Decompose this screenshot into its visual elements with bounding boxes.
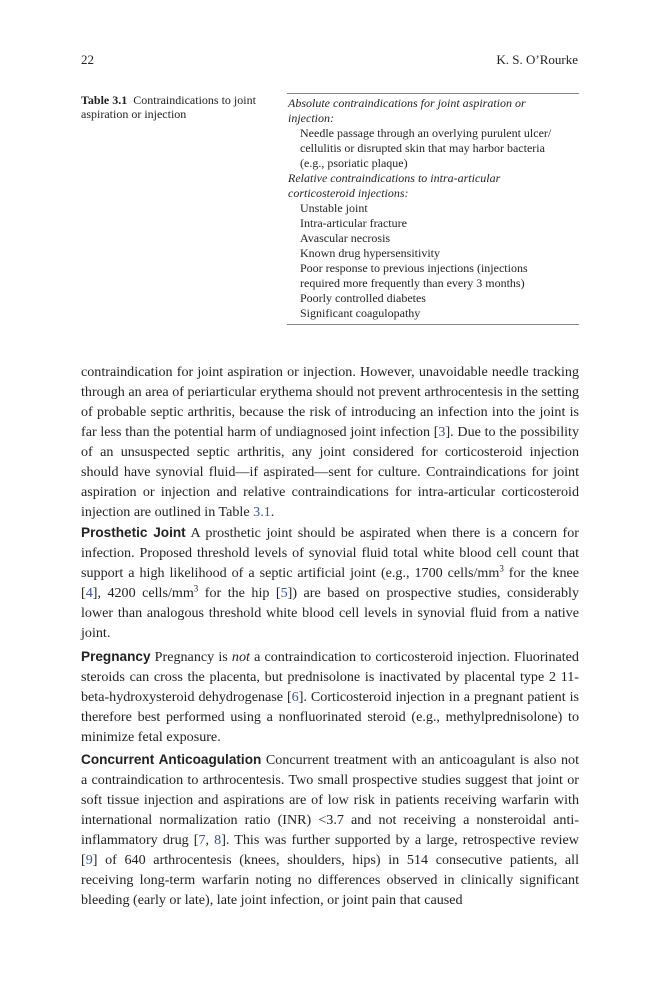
citation-link[interactable]: 7 bbox=[198, 832, 206, 848]
table-section bbox=[287, 96, 579, 171]
table-item: Avascular necrosis bbox=[300, 231, 391, 245]
section-heading: Relative contraindications to intra-articular corticosteroid injections: bbox=[288, 171, 501, 200]
table-item: Poorly controlled diabetes bbox=[300, 291, 426, 305]
table-label: Table 3.1 bbox=[81, 93, 128, 107]
body-paragraph-prosthetic-joint: Prosthetic Joint A prosthetic joint should be aspirated when there is a concern for infection. Proposed threshold levels of synovial fluid total white blood cell count that support a high likelihood of a septic artificial joint (e.g., 1700 cells/$mm^3$ for the knee [4], 4200 cells/$mm^3$ for the hip [5]) are based on prospective studies, considerably lower than analogous threshold white blood cell levels in synovial fluid from a native joint. bbox=[81, 525, 580, 641]
table-link[interactable]: 3.1 bbox=[253, 504, 271, 520]
paragraph-heading: Concurrent Anticoagulation bbox=[81, 752, 262, 767]
table-item: Needle passage through an overlying purulent ulcer/ cellulitis or disrupted skin that may harbor bacteria (e.g., psoriatic plaque) bbox=[300, 126, 552, 170]
page-number: 22 bbox=[81, 52, 94, 67]
page-header bbox=[81, 52, 578, 68]
body-paragraph-1: contraindication for joint aspiration or injection. However, unavoidable needle tracking through an area of periarticular erythema should not prevent arthrocentesis in the setting of probable septic arthritis, because the risk of introducing an infection into the joint is far less than the potential harm of undiagnosed joint infection [3]. Due to the possibility of an unsuspected septic arthritis, any joint considered for corticosteroid injection should have synovial fluid—if aspirated—sent for culture. Contraindications for joint aspiration or injection and relative contraindications for intra-articular corticosteroid injection are outlined in Table 3.1. bbox=[81, 364, 579, 520]
table-caption-text: Contraindications to joint aspiration or injection bbox=[81, 93, 256, 121]
table-caption bbox=[81, 93, 261, 121]
contraindications-table bbox=[287, 93, 579, 325]
citation-link[interactable]: 5 bbox=[280, 585, 288, 601]
paragraph-heading: Prosthetic Joint bbox=[81, 525, 186, 540]
citation-link[interactable]: 9 bbox=[85, 852, 93, 868]
running-author: K. S. O’Rourke bbox=[496, 52, 578, 67]
body-paragraph-anticoagulation: Concurrent Anticoagulation Concurrent treatment with an anticoagulant is also not a contraindication to arthrocentesis. Two small prospective studies suggest that joint or soft tissue injection and aspirations are of low risk in patients receiving warfarin with international normalization ratio (INR) <3.7 and not receiving a nonsteroidal anti-inflammatory drug [7, 8]. This was further supported by a large, retrospective review [9] of 640 arthrocentesis (knees, shoulders, hips) in 514 consecutive patients, all receiving long-term warfarin noting no differences observed in clinically significant bleeding (early or late), late joint infection, or joint pain that caused bbox=[81, 752, 579, 908]
paragraph-heading: Pregnancy bbox=[81, 649, 151, 664]
table-item: Known drug hypersensitivity bbox=[300, 246, 440, 260]
table-item: Significant coagulopathy bbox=[300, 306, 421, 320]
citation-link[interactable]: 4 bbox=[85, 585, 93, 601]
citation-link[interactable]: 3 bbox=[438, 424, 446, 440]
body-paragraph-pregnancy: Pregnancy Pregnancy is not a contraindication to corticosteroid injection. Fluorinated steroids can cross the placenta, but prednisolone is inactivated by placental type 2 11-beta-hydroxysteroid dehydrogenase [6]. Corticosteroid injection in a pregnant patient is therefore best performed using a nonfluorinated steroid (e.g., methylprednisolone) to minimize fetal exposure. bbox=[81, 649, 579, 745]
table-section bbox=[287, 171, 579, 321]
table-item: Poor response to previous injections (injections required more frequently than every 3 months) bbox=[300, 261, 528, 290]
table-item: Unstable joint bbox=[300, 201, 368, 215]
table-item: Intra-articular fracture bbox=[300, 216, 407, 230]
citation-link[interactable]: 8 bbox=[214, 832, 222, 848]
citation-link[interactable]: 6 bbox=[291, 689, 299, 705]
section-heading: Absolute contraindications for joint aspiration or injection: bbox=[288, 96, 526, 125]
